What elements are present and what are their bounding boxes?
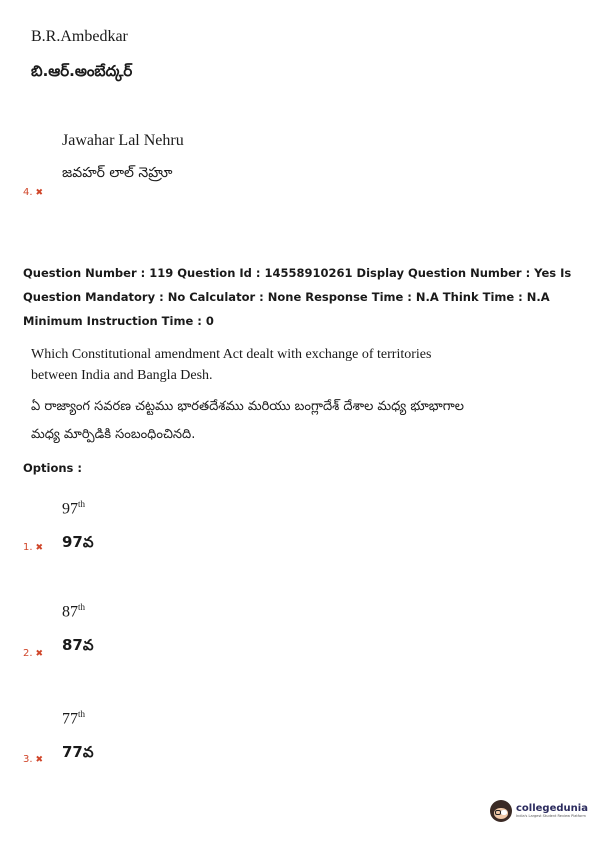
option-1-suffix: th [78,499,86,509]
option-2-telugu: 87వ [62,636,94,654]
prev-option-3-english: B.R.Ambedkar [31,28,128,45]
option-3-telugu: 77వ [62,743,94,761]
option-3-number [23,754,43,765]
option-2-number [23,648,43,659]
question-text-telugu: ఏ రాజ్యాంగ సవరణ చట్టము భారతదేశము మరియు బంగ్లాదేశ్ దేశాల మధ్య భూభాగాల మధ్య మార్పిడికి సంబంధించినది. [31,399,464,442]
option-3-suffix: th [78,709,86,719]
question-metadata: Question Number : 119 Question Id : 14558910261 Display Question Number : Yes Is Question Mandatory : No Calculator : None Response Time : N.A Think Time : N.A Minimum Instruction Time : 0 [23,266,572,328]
option-number-label: 4. [23,187,33,198]
cross-icon: ✖ [35,543,44,553]
logo-text: collegedunia [516,803,588,814]
option-3-value: 77 [62,710,78,728]
option-3-english [62,709,85,728]
option-2-suffix: th [78,602,86,612]
option-number-label: 3. [23,754,33,765]
option-number-label: 2. [23,648,33,659]
prev-option-4-english: Jawahar Lal Nehru [62,132,184,149]
option-1-english [62,499,85,518]
prev-option-4-number [23,187,43,198]
option-1-telugu: 97వ [62,533,94,551]
question-text-english: Which Constitutional amendment Act dealt with exchange of territories between India and Bangla Desh. [31,347,432,383]
collegedunia-logo [490,800,588,822]
option-number-label: 1. [23,542,33,553]
prev-option-3-telugu: బి.ఆర్.అంబేద్కర్ [31,62,133,80]
cross-icon: ✖ [35,188,44,198]
option-1-number [23,542,43,553]
cross-icon: ✖ [35,649,44,659]
options-label: Options : [23,461,82,475]
student-face-icon [490,800,512,822]
prev-option-4-telugu: జవహర్ లాల్ నెహ్రూ [62,165,173,181]
option-1-value: 97 [62,500,78,518]
option-2-value: 87 [62,603,78,621]
cross-icon: ✖ [35,755,44,765]
logo-tagline: India's Largest Student Review Platform [516,814,586,818]
option-2-english [62,602,85,621]
